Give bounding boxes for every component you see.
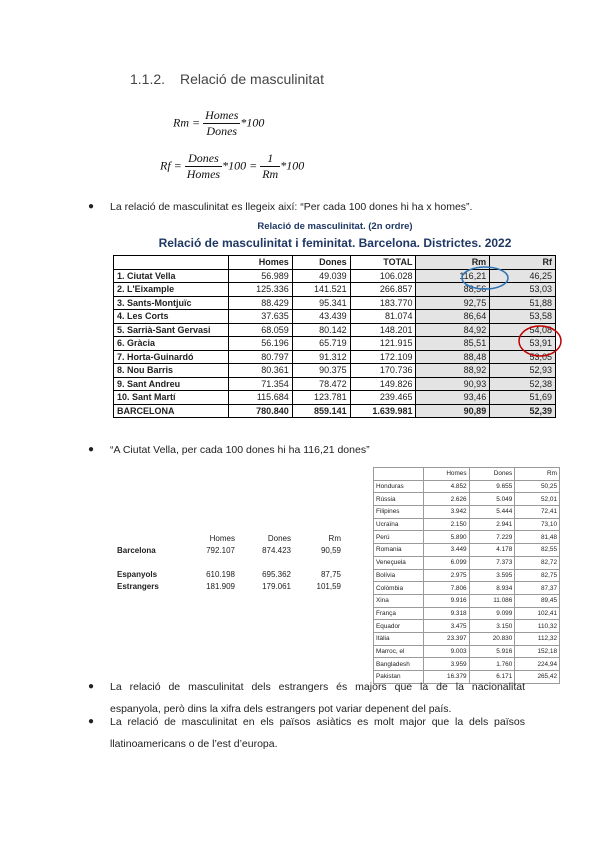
column-header [114, 532, 182, 544]
row-label: Estrangers [117, 581, 159, 591]
table-cell: 121.915 [350, 337, 416, 351]
table-cell: 95.341 [292, 296, 350, 310]
table-cell: 84,92 [416, 323, 490, 337]
table-cell: 80.142 [292, 323, 350, 337]
table-cell: 54,08 [490, 323, 556, 337]
column-header: Dones [267, 533, 291, 543]
table-cell: 92,75 [416, 296, 490, 310]
column-header: Homes [209, 533, 235, 543]
table-cell: 7.229 [469, 531, 515, 544]
table-cell: 52,01 [515, 493, 560, 506]
table-cell: 53,91 [490, 337, 556, 351]
table-cell: 91.312 [292, 350, 350, 364]
table-cell: 9.655 [469, 480, 515, 493]
row-label: Espanyols [117, 569, 158, 579]
table-cell: 53,58 [490, 310, 556, 324]
row-label: Veneçuela [374, 556, 424, 569]
table-cell: 4.178 [469, 544, 515, 557]
formula-rm-numerator: Homes [205, 108, 239, 122]
red-circle-annotation [518, 324, 562, 358]
formula-rf-numerator: Dones [185, 151, 222, 167]
table-row [374, 658, 560, 671]
table-cell: 859.141 [292, 404, 350, 418]
table-cell: 2.150 [423, 518, 469, 531]
row-label: Perú [374, 531, 424, 544]
row-label: Pakistan [374, 671, 424, 684]
formula-rf [160, 151, 304, 182]
table-row [114, 310, 556, 324]
table-cell: 80.361 [228, 364, 292, 378]
table-cell: 85,51 [416, 337, 490, 351]
bullet-3-line-2: espanyola, però dins la xifra dels estrangers pot variar depenent del país. [110, 703, 452, 715]
row-label: 2. L'Eixample [114, 283, 229, 297]
table-cell: 82,75 [515, 569, 560, 582]
table-cell: 2.941 [469, 518, 515, 531]
column-header [114, 256, 229, 270]
table-cell: 874.423 [262, 545, 291, 555]
table-row [114, 350, 556, 364]
table-cell: 695.362 [262, 569, 291, 579]
table-cell: 52,38 [490, 377, 556, 391]
table-cell: 86,64 [416, 310, 490, 324]
row-label: BARCELONA [114, 404, 229, 418]
column-header [374, 468, 424, 481]
table1-caption-1: Relació de masculinitat. (2n ordre) [257, 221, 413, 232]
table-cell: 90.375 [292, 364, 350, 378]
table-cell: 2.975 [423, 569, 469, 582]
table-cell: 50,25 [515, 480, 560, 493]
table-row [114, 568, 344, 580]
table-cell: 152,18 [515, 645, 560, 658]
table-cell: 82,55 [515, 544, 560, 557]
bullet-dot: ● [88, 444, 95, 455]
table-row [114, 391, 556, 405]
bullet-1 [88, 196, 473, 218]
table-cell: 116,21 [416, 269, 490, 283]
table-row [374, 645, 560, 658]
header-row [114, 532, 344, 544]
table-cell: 6.171 [469, 671, 515, 684]
row-label: Filipines [374, 506, 424, 519]
row-label: Itàlia [374, 632, 424, 645]
table-cell: 73,10 [515, 518, 560, 531]
table-row [374, 594, 560, 607]
table-cell: 68.059 [228, 323, 292, 337]
row-label: Marroc, el [374, 645, 424, 658]
table-cell: 112,32 [515, 632, 560, 645]
table-cell: 125.336 [228, 283, 292, 297]
table-cell: 610.198 [206, 569, 235, 579]
table-cell: 20.830 [469, 632, 515, 645]
row-label: 10. Sant Martí [114, 391, 229, 405]
table-cell: 72,41 [515, 506, 560, 519]
formula-rf-denominator2: Rm [262, 167, 279, 181]
bullet-3-line-1: La relació de masculinitat dels estrangers és majors que la de la nacionalitat [110, 681, 525, 693]
table-cell [238, 556, 294, 568]
table-cell [182, 556, 238, 568]
bullet-2 [88, 439, 370, 461]
table-cell: 102,41 [515, 607, 560, 620]
table1-caption-2: Relació de masculinitat i feminitat. Barcelona. Districtes. 2022 [158, 236, 512, 250]
table-cell: 71.354 [228, 377, 292, 391]
row-label: Romania [374, 544, 424, 557]
formula-rf-lhs: Rf = [160, 158, 182, 173]
table-cell: 4.852 [423, 480, 469, 493]
row-label: 9. Sant Andreu [114, 377, 229, 391]
row-label: 8. Nou Barris [114, 364, 229, 378]
table-cell: 1.639.981 [350, 404, 416, 418]
table-cell: 82,72 [515, 556, 560, 569]
row-label: Barcelona [117, 545, 156, 555]
table-cell: 89,45 [515, 594, 560, 607]
table-cell: 88,56 [416, 283, 490, 297]
table-cell: 9.099 [469, 607, 515, 620]
table-cell: 37.635 [228, 310, 292, 324]
table-row [114, 556, 344, 568]
table-cell: 266.857 [350, 283, 416, 297]
formula-rf-numerator2: 1 [260, 151, 280, 167]
formula-rm [173, 108, 264, 139]
table-cell: 149.826 [350, 377, 416, 391]
bullet-dot: ● [88, 716, 95, 727]
bullet-dot: ● [88, 201, 95, 212]
table-cell: 183.770 [350, 296, 416, 310]
table-cell: 106.028 [350, 269, 416, 283]
table-row [374, 544, 560, 557]
row-label: 6. Gràcia [114, 337, 229, 351]
row-label: Xina [374, 594, 424, 607]
table-row [374, 620, 560, 633]
bullet-4-line-2: llatinoamericans o de l’est d’europa. [110, 738, 278, 750]
column-header: Rf [490, 256, 556, 270]
table-row [114, 377, 556, 391]
table-cell: 6.099 [423, 556, 469, 569]
bullet-1-text: La relació de masculinitat es llegeix així: “Per cada 100 dones hi ha x homes”. [110, 201, 473, 213]
table-cell: 81.074 [350, 310, 416, 324]
table-cell: 780.840 [228, 404, 292, 418]
table-cell: 239.465 [350, 391, 416, 405]
column-header: Rm [328, 533, 341, 543]
table-cell: 51,88 [490, 296, 556, 310]
row-label: 1. Ciutat Vella [114, 269, 229, 283]
table-cell: 9.003 [423, 645, 469, 658]
table-cell: 110,32 [515, 620, 560, 633]
table-cell: 3.150 [469, 620, 515, 633]
blue-circle-annotation [460, 265, 510, 291]
table-cell: 90,89 [416, 404, 490, 418]
column-header: Homes [228, 256, 292, 270]
bullet-2-text: “A Ciutat Vella, per cada 100 dones hi ha 116,21 dones” [110, 444, 370, 456]
table-row [114, 364, 556, 378]
table-cell: 7.373 [469, 556, 515, 569]
table-cell: 8.934 [469, 582, 515, 595]
table-cell: 1.760 [469, 658, 515, 671]
table-row [114, 404, 556, 418]
table-cell: 101,59 [316, 581, 341, 591]
table-cell: 115.684 [228, 391, 292, 405]
table-cell: 53,05 [490, 350, 556, 364]
row-label: Equador [374, 620, 424, 633]
row-label: 5. Sarrià-Sant Gervasi [114, 323, 229, 337]
table-cell: 3.449 [423, 544, 469, 557]
table-cell: 90,93 [416, 377, 490, 391]
table-cell: 2.626 [423, 493, 469, 506]
table-cell: 88.429 [228, 296, 292, 310]
table-row [374, 480, 560, 493]
row-label [114, 556, 182, 568]
formula-rf-denominator: Homes [186, 167, 221, 181]
table-cell: 170.736 [350, 364, 416, 378]
table-cell: 81,48 [515, 531, 560, 544]
table-row [374, 531, 560, 544]
table-row [374, 493, 560, 506]
formula-rf-fraction [185, 151, 222, 182]
table-cell: 3.475 [423, 620, 469, 633]
table-cell: 51,69 [490, 391, 556, 405]
table-row [114, 296, 556, 310]
formula-rm-denominator: Dones [206, 124, 238, 138]
table-cell: 52,39 [490, 404, 556, 418]
table-row [374, 607, 560, 620]
table-cell: 9.318 [423, 607, 469, 620]
table-cell: 88,92 [416, 364, 490, 378]
column-header: Rm [515, 468, 560, 481]
table-cell: 90,59 [320, 545, 341, 555]
table-row [374, 556, 560, 569]
table-cell: 224,94 [515, 658, 560, 671]
table-cell: 148.201 [350, 323, 416, 337]
countries-table [373, 467, 560, 684]
table-row [114, 544, 344, 556]
table-cell: 265,42 [515, 671, 560, 684]
row-label: Bangladesh [374, 658, 424, 671]
formula-rf-middle: *100 = [222, 158, 258, 173]
row-label: 7. Horta-Guinardó [114, 350, 229, 364]
table-row [374, 632, 560, 645]
table-cell: 46,25 [490, 269, 556, 283]
row-label: Colòmbia [374, 582, 424, 595]
table-row [374, 569, 560, 582]
table-row [114, 580, 344, 592]
bullet-dot: ● [88, 681, 95, 692]
table-cell: 5.890 [423, 531, 469, 544]
table-row [114, 337, 556, 351]
table-cell: 93,46 [416, 391, 490, 405]
table-cell: 80.797 [228, 350, 292, 364]
section-number: 1.1.2. [130, 71, 166, 87]
table-cell: 43.439 [292, 310, 350, 324]
table-cell: 5.916 [469, 645, 515, 658]
formula-rm-suffix: *100 [240, 115, 265, 130]
table-cell: 53,03 [490, 283, 556, 297]
table-cell: 181.909 [206, 581, 235, 591]
table-cell [294, 556, 344, 568]
bullet-4-line-1: La relació de masculinitat en els països asiàtics es molt major que la dels països [110, 716, 525, 728]
table-cell: 172.109 [350, 350, 416, 364]
table-cell: 3.595 [469, 569, 515, 582]
table-cell: 123.781 [292, 391, 350, 405]
header-row [374, 468, 560, 481]
formula-rm-lhs: Rm = [173, 115, 201, 130]
column-header: Homes [423, 468, 469, 481]
table-cell: 78.472 [292, 377, 350, 391]
nationality-table [114, 532, 344, 592]
section-heading [130, 71, 324, 87]
table-row [374, 582, 560, 595]
formula-rm-fraction [203, 108, 240, 139]
table-cell: 11.086 [469, 594, 515, 607]
table-cell: 179.061 [262, 581, 291, 591]
table-cell: 3.942 [423, 506, 469, 519]
table-cell: 87,37 [515, 582, 560, 595]
table-cell: 3.959 [423, 658, 469, 671]
table-cell: 87,75 [320, 569, 341, 579]
row-label: Bolívia [374, 569, 424, 582]
table-cell: 16.379 [423, 671, 469, 684]
row-label: 3. Sants-Montjuïc [114, 296, 229, 310]
table-cell: 792.107 [206, 545, 235, 555]
table-cell: 56.196 [228, 337, 292, 351]
table-cell: 141.521 [292, 283, 350, 297]
table-row [374, 506, 560, 519]
table-row [114, 323, 556, 337]
row-label: 4. Les Corts [114, 310, 229, 324]
table-cell: 7.806 [423, 582, 469, 595]
table-cell: 88,48 [416, 350, 490, 364]
table-row [374, 518, 560, 531]
table-cell: 5.444 [469, 506, 515, 519]
table-cell: 9.916 [423, 594, 469, 607]
column-header: Dones [469, 468, 515, 481]
row-label: Honduras [374, 480, 424, 493]
table-cell: 52,93 [490, 364, 556, 378]
column-header: Dones [292, 256, 350, 270]
formula-rf-fraction2 [260, 151, 280, 182]
table-cell: 65.719 [292, 337, 350, 351]
row-label: Rússia [374, 493, 424, 506]
column-header: TOTAL [350, 256, 416, 270]
section-title: Relació de masculinitat [180, 71, 324, 87]
formula-rf-suffix: *100 [280, 158, 305, 173]
bullet-4 [88, 711, 525, 755]
row-label: França [374, 607, 424, 620]
table-cell: 56.989 [228, 269, 292, 283]
row-label: Ucraïna [374, 518, 424, 531]
table-cell: 23.397 [423, 632, 469, 645]
table-cell: 49.039 [292, 269, 350, 283]
table-cell: 5.049 [469, 493, 515, 506]
column-header: Rm [416, 256, 490, 270]
